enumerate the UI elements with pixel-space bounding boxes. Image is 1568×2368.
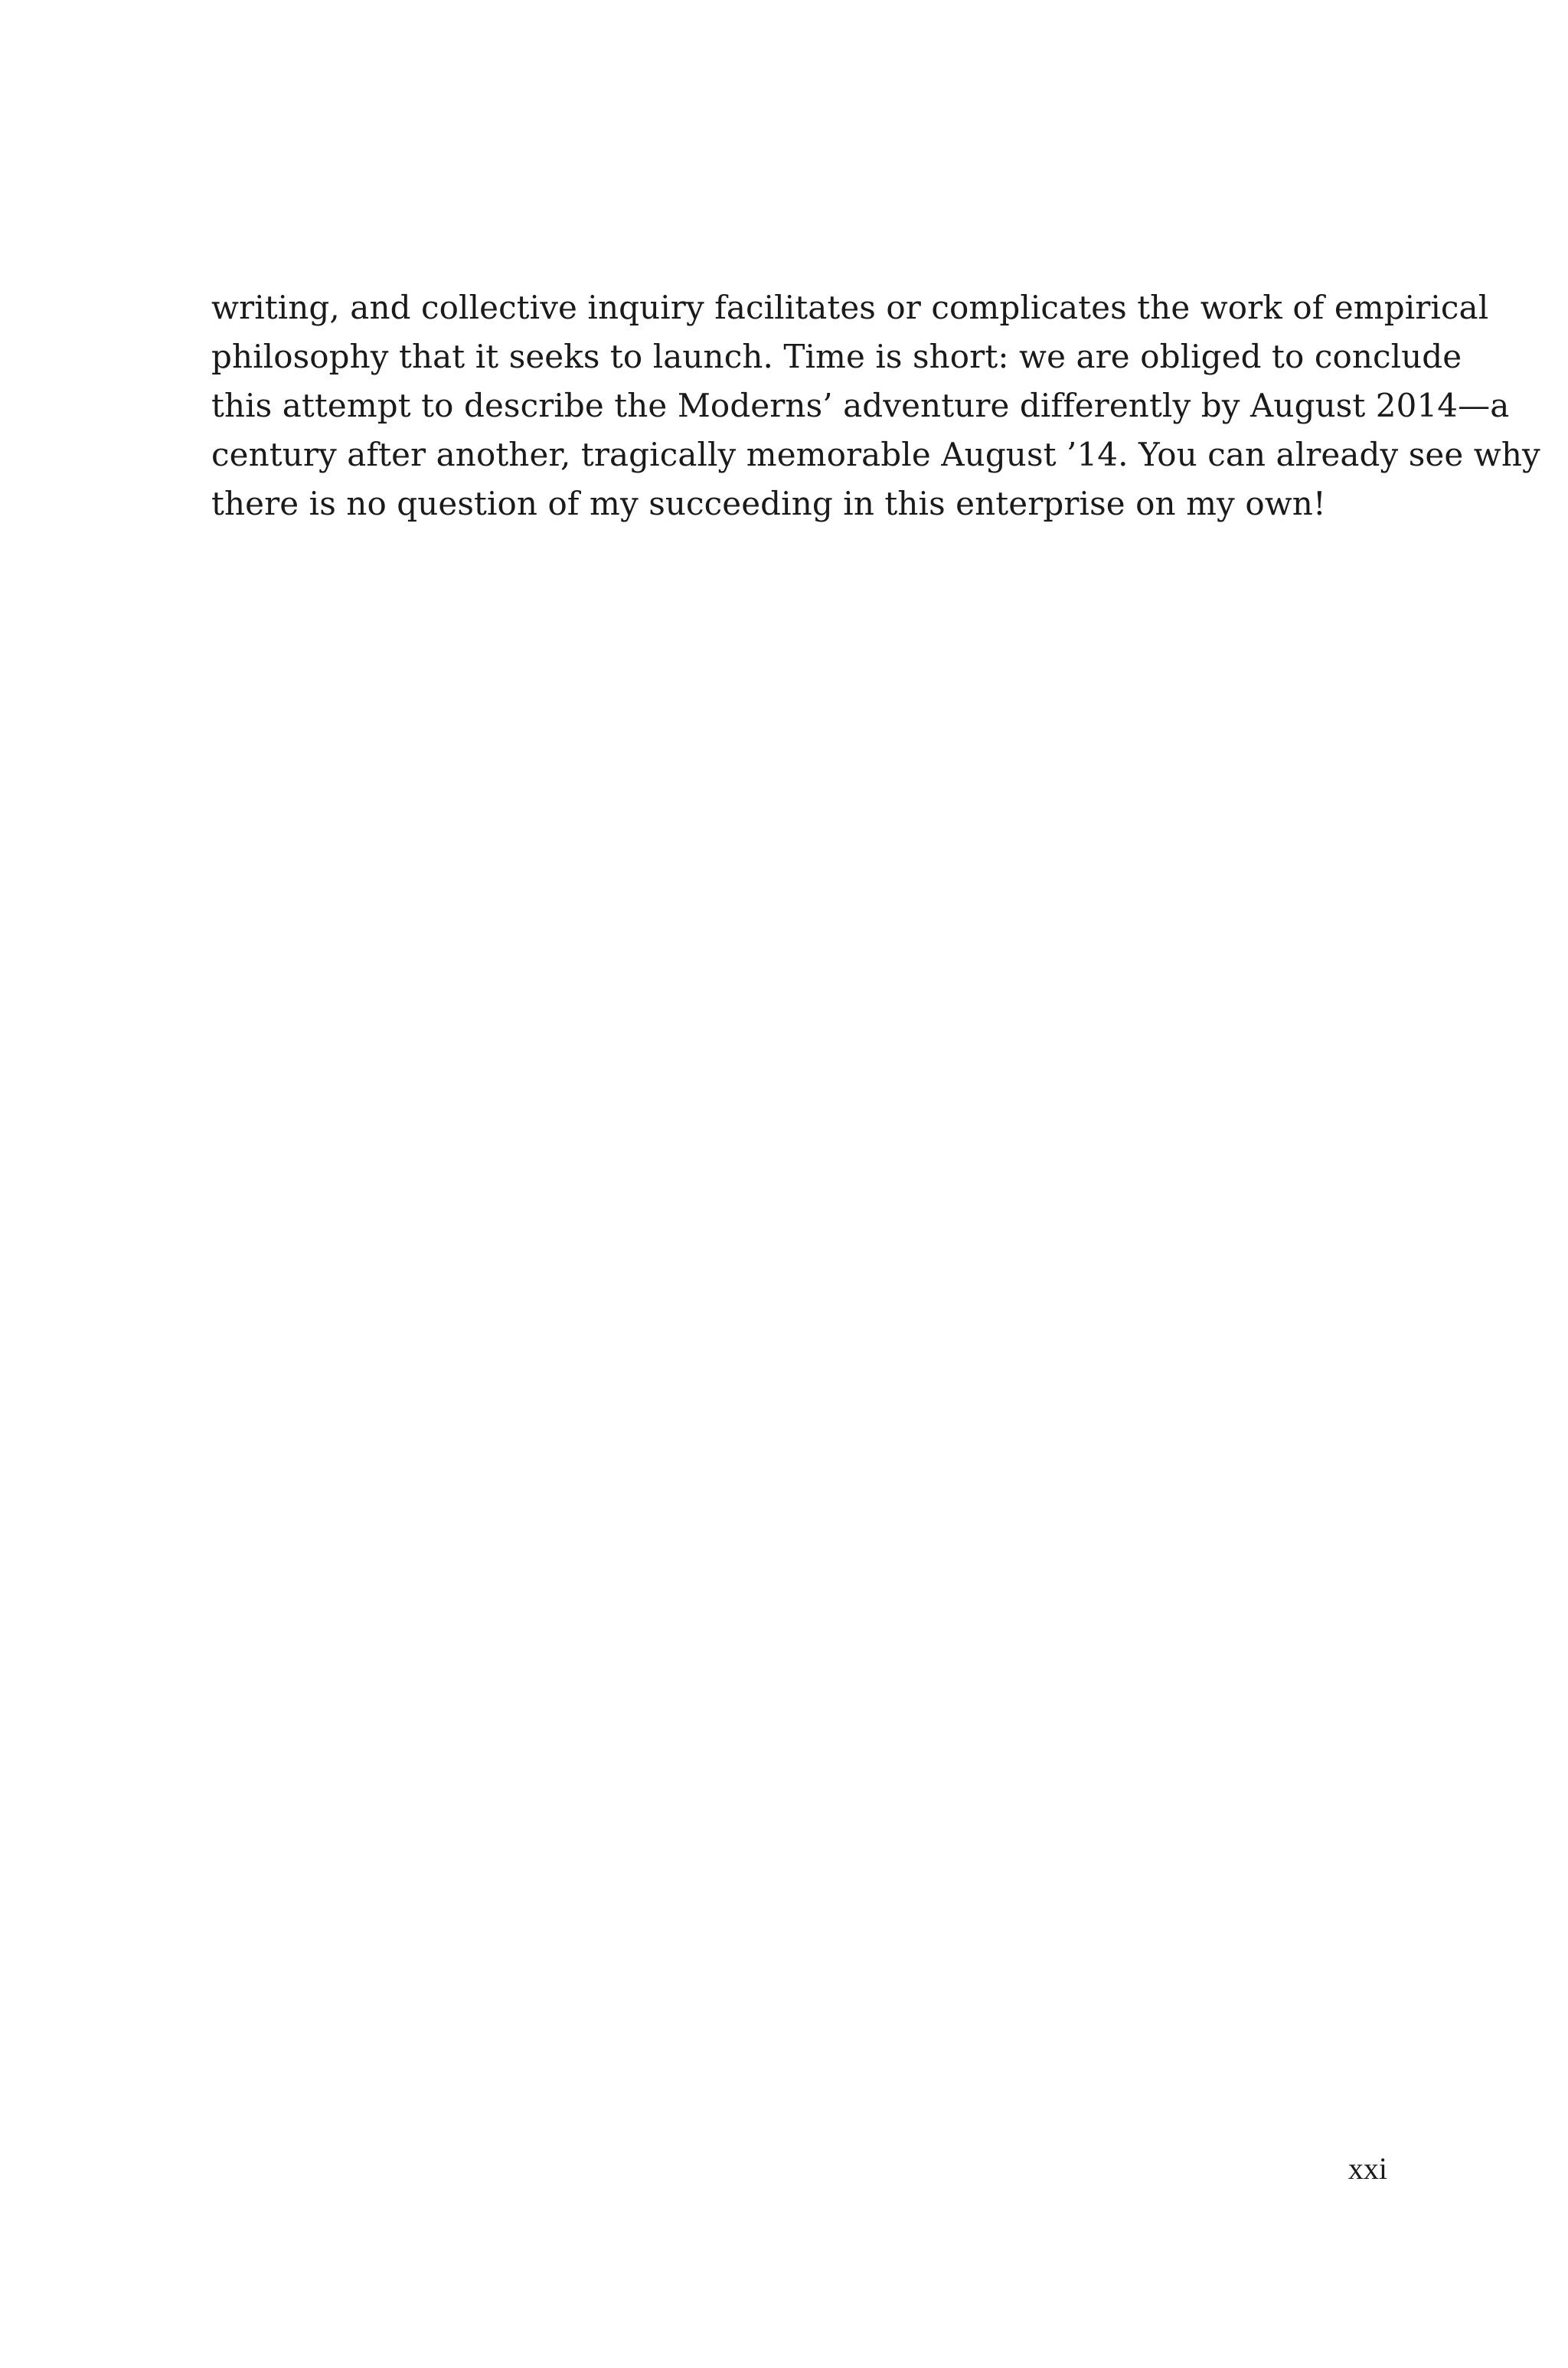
paragraph-line: philosophy that it seeks to launch. Time is short: we are obliged to conclude (211, 338, 1462, 375)
paragraph-line: century after another, tragically memorable August ’14. You can already see why (211, 436, 1540, 473)
paragraph-line: this attempt to describe the Moderns’ adventure differently by August 2014—a (211, 387, 1510, 424)
paragraph-line: writing, and collective inquiry facilitates or complicates the work of empirical (211, 289, 1489, 326)
paragraph-line: there is no question of my succeeding in this enterprise on my own! (211, 485, 1326, 522)
page-number: xxi (1348, 2151, 1387, 2186)
body-paragraph (211, 283, 1540, 528)
